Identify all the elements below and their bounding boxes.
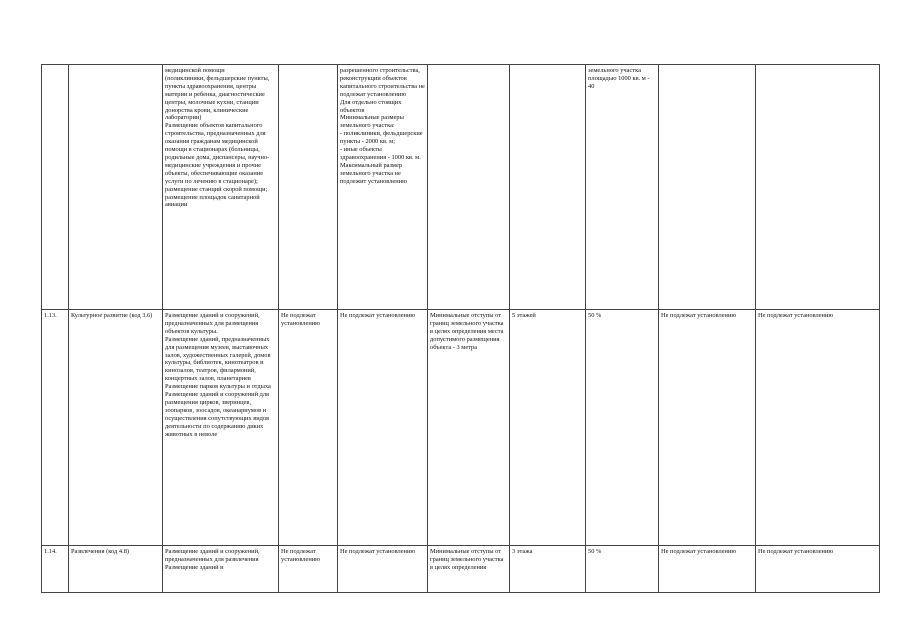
cell-setbacks: Минимальные отступы от границ земельного участка в целях определения места допустимого размещения объекта - 3 метра: [428, 310, 510, 546]
cell-lot-coverage: земельного участка площадью 1000 кв. м - 40: [586, 65, 659, 310]
cell-min-area: Не подлежат установлению: [279, 310, 338, 546]
table-row: [42, 546, 880, 593]
cell-other: [756, 65, 880, 310]
cell-max-floors: [510, 65, 586, 310]
cell-description: Размещение зданий и сооружений, предназначенных для развлечения Размещение зданий и: [163, 546, 279, 593]
cell-number: 1.13.: [42, 310, 69, 546]
cell-description: Размещение зданий и сооружений, предназначенных для размещения объектов культуры. Размещение зданий, предназначенных для размещения музеев, выставочных залов, художественных галерей, домов культуры, библиотек, кинотеатров и кинозалов, театров, филармоний, концертных залов, планетариев Размещение парков культуры и отдыха Размещение зданий и сооружений для размещения цирков, зверинцев, зоопарков, зоосадов, океанариумов и осуществления сопутствующих видов деятельности по содержанию диких животных в неволе: [163, 310, 279, 546]
cell-area-limits: Не подлежат установлению: [338, 546, 428, 593]
cell-restrictions: Не подлежат установлению: [659, 546, 756, 593]
table-row: [42, 65, 880, 310]
cell-max-floors: 3 этажа: [510, 546, 586, 593]
cell-area-limits: Не подлежат установлению: [338, 310, 428, 546]
cell-lot-coverage: 50 %: [586, 546, 659, 593]
cell-other: Не подлежат установлению: [756, 546, 880, 593]
table-row: [42, 310, 880, 546]
cell-restrictions: Не подлежат установлению: [659, 310, 756, 546]
cell-max-floors: 5 этажей: [510, 310, 586, 546]
cell-number: [42, 65, 69, 310]
cell-restrictions: [659, 65, 756, 310]
cell-min-area: [279, 65, 338, 310]
cell-description: медицинской помощи (поликлиники, фельдшерские пункты, пункты здравоохранения, центры материи и ребенка, диагностические центры, молочные кухни, станции донорства крови, клинические лаборатории) Размещение объектов капитального строительства, предназначенных для оказания гражданам медицинской помощи в стационарах (больницы, родильные дома, диспансеры, научно-медицинские учреждения и прочие объекты, обеспечивающие оказание услуги по лечению в стационаре); размещение станций скорой помощи; размещение площадок санитарной авиации: [163, 65, 279, 310]
cell-other: Не подлежат установлению: [756, 310, 880, 546]
cell-permitted-use: [69, 65, 163, 310]
cell-area-limits: разрешенного строительства, реконструкции объектов капитального строительства не подлежат установлению Для отдельно стоящих объектов Минимальные размеры земельного участка: - поликлиники, фельдшерские пункты - 2000 кв. м; - иные объекты здравоохранения - 1000 кв. м. Максимальный размер земельного участка не подлежит установлению: [338, 65, 428, 310]
cell-lot-coverage: 50 %: [586, 310, 659, 546]
zoning-table: [41, 64, 880, 593]
cell-permitted-use: Культурное развитие (код 3.6): [69, 310, 163, 546]
cell-setbacks: [428, 65, 510, 310]
cell-setbacks: Минимальные отступы от границ земельного участка в целях определения: [428, 546, 510, 593]
cell-number: 1.14.: [42, 546, 69, 593]
cell-min-area: Не подлежат установлению: [279, 546, 338, 593]
cell-permitted-use: Развлечения (код 4.8): [69, 546, 163, 593]
